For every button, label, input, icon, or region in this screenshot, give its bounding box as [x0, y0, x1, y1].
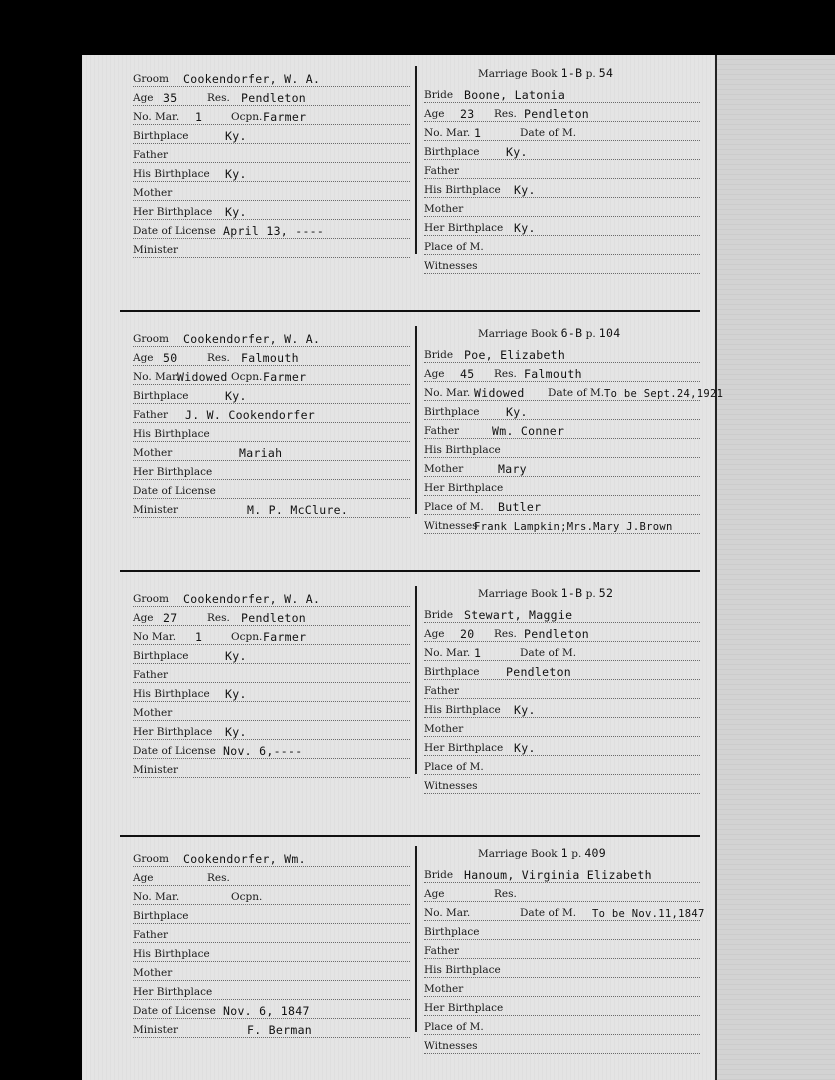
groom-ocpn-value: Farmer	[263, 630, 307, 644]
groom-field-row	[133, 607, 410, 626]
date-of-m-label: Date of M.	[548, 387, 605, 399]
groom-name-value: Cookendorfer, W. A.	[183, 592, 321, 606]
no-mar-label: No. Mar.	[133, 371, 180, 383]
age-label: Age	[424, 888, 445, 900]
birthplace-label: Birthplace	[424, 406, 480, 418]
groom-field-row	[133, 867, 410, 886]
bride-label: Bride	[424, 89, 454, 101]
bride-field-row	[424, 217, 700, 236]
no-mar-label: No. Mar.	[424, 907, 471, 919]
groom-age-value: 27	[163, 611, 178, 625]
groom-field-row	[133, 683, 410, 702]
scan-left-border	[0, 55, 82, 1080]
groom-age-value: 35	[163, 91, 178, 105]
res-label: Res.	[494, 888, 517, 900]
no-mar-label: No Mar.	[133, 631, 177, 643]
bride-age-value: 45	[460, 367, 475, 381]
birthplace-label: Birthplace	[424, 666, 480, 678]
groom-field-row	[133, 87, 410, 106]
bride-field-row	[424, 883, 700, 902]
groom-res-value: Pendleton	[241, 91, 307, 105]
bride-his-birthplace-value: Ky.	[514, 703, 536, 717]
bride-field-row	[424, 864, 700, 883]
bride-field-row	[424, 141, 700, 160]
groom-field-row	[133, 480, 410, 499]
bride-field-row	[424, 978, 700, 997]
date-of-m-label: Date of M.	[520, 907, 577, 919]
bride-label: Bride	[424, 869, 454, 881]
birthplace-label: Birthplace	[133, 130, 189, 142]
date-of-license-label: Date of License	[133, 225, 216, 237]
his-birthplace-label: His Birthplace	[133, 688, 210, 700]
bride-field-row	[424, 921, 700, 940]
bride-field-row	[424, 604, 700, 623]
her-birthplace-label: Her Birthplace	[133, 466, 213, 478]
groom-her-birthplace-value: Ky.	[225, 205, 247, 219]
groom-field-row	[133, 981, 410, 1000]
groom-field-row	[133, 626, 410, 645]
marriage-book-header	[478, 326, 620, 342]
groom-field-row	[133, 499, 410, 518]
groom-her-birthplace-value: Ky.	[225, 725, 247, 739]
bride-field-row	[424, 255, 700, 274]
marriage-book-header	[478, 66, 613, 82]
groom-field-row	[133, 461, 410, 480]
age-label: Age	[133, 92, 154, 104]
bride-field-row	[424, 160, 700, 179]
her-birthplace-label: Her Birthplace	[133, 206, 213, 218]
record-separator	[120, 835, 700, 837]
groom-birthplace-value: Ky.	[225, 129, 247, 143]
father-label: Father	[424, 945, 460, 957]
no-mar-label: No. Mar.	[133, 891, 180, 903]
marriage-book-number: 1-B	[560, 66, 583, 80]
minister-label: Minister	[133, 1024, 179, 1036]
groom-field-row	[133, 220, 410, 239]
father-label: Father	[133, 929, 169, 941]
groom-field-row	[133, 423, 410, 442]
bride-father-value: Wm. Conner	[492, 424, 565, 438]
groom-field-row	[133, 163, 410, 182]
father-label: Father	[133, 149, 169, 161]
groom-field-row	[133, 645, 410, 664]
groom-ocpn-value: Farmer	[263, 110, 307, 124]
age-label: Age	[133, 612, 154, 624]
bride-field-row	[424, 737, 700, 756]
bride-field-row	[424, 344, 700, 363]
record-separator	[120, 310, 700, 312]
marriage-book-number: 1-B	[560, 586, 583, 600]
bride-place-of-m-value: Butler	[498, 500, 542, 514]
date-of-m-label: Date of M.	[520, 127, 577, 139]
birthplace-label: Birthplace	[133, 650, 189, 662]
res-label: Res.	[494, 368, 517, 380]
groom-minister-value: M. P. McClure.	[247, 503, 349, 517]
marriage-book-label: Marriage Book	[478, 68, 558, 80]
bride-field-row	[424, 699, 700, 718]
groom-field-row	[133, 385, 410, 404]
mother-label: Mother	[133, 447, 173, 459]
age-label: Age	[424, 628, 445, 640]
groom-name-value: Cookendorfer, Wm.	[183, 852, 306, 866]
bride-her-birthplace-value: Ky.	[514, 741, 536, 755]
bride-field-row	[424, 401, 700, 420]
bride-field-row	[424, 959, 700, 978]
res-label: Res.	[207, 352, 230, 364]
groom-field-row	[133, 347, 410, 366]
bride-res-value: Pendleton	[524, 627, 590, 641]
record-separator	[120, 570, 700, 572]
bride-name-value: Stewart, Maggie	[464, 608, 573, 622]
bride-birthplace-value: Pendleton	[506, 665, 572, 679]
marriage-book-number: 6-B	[560, 326, 583, 340]
bride-field-row	[424, 940, 700, 959]
groom-field-row	[133, 848, 410, 867]
minister-label: Minister	[133, 244, 179, 256]
mother-label: Mother	[133, 967, 173, 979]
bride-field-row	[424, 420, 700, 439]
bride-field-row	[424, 439, 700, 458]
bride-field-row	[424, 382, 724, 401]
column-divider	[415, 326, 417, 514]
birthplace-label: Birthplace	[424, 146, 480, 158]
bride-her-birthplace-value: Ky.	[514, 221, 536, 235]
marriage-book-label: Marriage Book	[478, 848, 558, 860]
bride-date-of-m-value: To be Nov.11,1847	[592, 908, 705, 920]
res-label: Res.	[207, 872, 230, 884]
adjacent-page-margin	[716, 55, 835, 1080]
groom-date-of-license-value: April 13, ----	[223, 224, 325, 238]
age-label: Age	[133, 872, 154, 884]
groom-field-row	[133, 366, 410, 385]
scan-top-border	[0, 0, 835, 55]
groom-no-mar-value: 1	[195, 110, 203, 124]
bride-field-row	[424, 1016, 700, 1035]
groom-field-row	[133, 962, 410, 981]
groom-field-row	[133, 943, 410, 962]
father-label: Father	[424, 165, 460, 177]
his-birthplace-label: His Birthplace	[133, 168, 210, 180]
mother-label: Mother	[424, 463, 464, 475]
groom-birthplace-value: Ky.	[225, 649, 247, 663]
birthplace-label: Birthplace	[133, 910, 189, 922]
column-divider	[415, 846, 417, 1032]
groom-no-mar-value: 1	[195, 630, 203, 644]
bride-name-value: Poe, Elizabeth	[464, 348, 566, 362]
minister-label: Minister	[133, 504, 179, 516]
witnesses-label: Witnesses	[424, 260, 478, 272]
his-birthplace-label: His Birthplace	[424, 704, 501, 716]
bride-age-value: 23	[460, 107, 475, 121]
age-label: Age	[133, 352, 154, 364]
groom-field-row	[133, 182, 410, 201]
bride-date-of-m-value: To be Sept.24,1921	[604, 388, 724, 400]
mother-label: Mother	[133, 187, 173, 199]
marriage-book-page: 104	[598, 326, 621, 340]
bride-name-value: Boone, Latonia	[464, 88, 566, 102]
bride-field-row	[424, 198, 700, 217]
his-birthplace-label: His Birthplace	[424, 964, 501, 976]
father-label: Father	[424, 685, 460, 697]
bride-age-value: 20	[460, 627, 475, 641]
bride-res-value: Pendleton	[524, 107, 590, 121]
res-label: Res.	[494, 108, 517, 120]
date-of-license-label: Date of License	[133, 485, 216, 497]
groom-field-row	[133, 404, 410, 423]
groom-field-row	[133, 664, 410, 683]
place-of-m-label: Place of M.	[424, 241, 484, 253]
groom-father-value: J. W. Cookendorfer	[185, 408, 316, 422]
marriage-book-page: 54	[598, 66, 614, 80]
bride-field-row	[424, 515, 700, 534]
groom-field-row	[133, 239, 410, 258]
bride-witnesses-value: Frank Lampkin;Mrs.Mary J.Brown	[474, 521, 673, 533]
minister-label: Minister	[133, 764, 179, 776]
page-prefix: p.	[582, 328, 596, 340]
bride-his-birthplace-value: Ky.	[514, 183, 536, 197]
groom-ocpn-value: Farmer	[263, 370, 307, 384]
her-birthplace-label: Her Birthplace	[424, 222, 504, 234]
bride-field-row	[424, 997, 700, 1016]
groom-his-birthplace-value: Ky.	[225, 687, 247, 701]
groom-field-row	[133, 1000, 410, 1019]
no-mar-label: No. Mar.	[424, 127, 471, 139]
her-birthplace-label: Her Birthplace	[424, 482, 504, 494]
marriage-book-label: Marriage Book	[478, 328, 558, 340]
ocpn-label: Ocpn.	[231, 631, 263, 643]
groom-res-value: Pendleton	[241, 611, 307, 625]
his-birthplace-label: His Birthplace	[133, 428, 210, 440]
groom-name-value: Cookendorfer, W. A.	[183, 332, 321, 346]
page-prefix: p.	[582, 68, 596, 80]
groom-date-of-license-value: Nov. 6,----	[223, 744, 303, 758]
age-label: Age	[424, 368, 445, 380]
bride-field-row	[424, 363, 700, 382]
column-divider	[415, 66, 417, 254]
bride-birthplace-value: Ky.	[506, 405, 528, 419]
groom-age-value: 50	[163, 351, 178, 365]
marriage-book-page: 409	[584, 846, 606, 860]
groom-field-row	[133, 702, 410, 721]
page-edge	[715, 55, 717, 1080]
res-label: Res.	[207, 92, 230, 104]
no-mar-label: No. Mar.	[424, 387, 471, 399]
groom-date-of-license-value: Nov. 6, 1847	[223, 1004, 310, 1018]
bride-label: Bride	[424, 609, 454, 621]
mother-label: Mother	[424, 203, 464, 215]
bride-birthplace-value: Ky.	[506, 145, 528, 159]
groom-label: Groom	[133, 593, 170, 605]
marriage-book-header	[478, 586, 613, 602]
witnesses-label: Witnesses	[424, 520, 478, 532]
bride-mother-value: Mary	[498, 462, 527, 476]
witnesses-label: Witnesses	[424, 1040, 478, 1052]
groom-field-row	[133, 721, 410, 740]
groom-field-row	[133, 905, 410, 924]
bride-field-row	[424, 902, 705, 921]
groom-field-row	[133, 442, 410, 461]
bride-name-value: Hanoum, Virginia Elizabeth	[464, 868, 652, 882]
bride-field-row	[424, 1035, 700, 1054]
page-prefix: p.	[582, 588, 596, 600]
marriage-book-page: 52	[598, 586, 614, 600]
age-label: Age	[424, 108, 445, 120]
date-of-license-label: Date of License	[133, 1005, 216, 1017]
bride-field-row	[424, 477, 700, 496]
groom-field-row	[133, 924, 410, 943]
column-divider	[415, 586, 417, 774]
bride-field-row	[424, 680, 700, 699]
marriage-book-header	[478, 846, 606, 862]
no-mar-label: No. Mar.	[133, 111, 180, 123]
her-birthplace-label: Her Birthplace	[424, 742, 504, 754]
groom-label: Groom	[133, 333, 170, 345]
groom-field-row	[133, 106, 410, 125]
groom-label: Groom	[133, 853, 170, 865]
date-of-m-label: Date of M.	[520, 647, 577, 659]
father-label: Father	[133, 669, 169, 681]
groom-res-value: Falmouth	[241, 351, 299, 365]
mother-label: Mother	[133, 707, 173, 719]
bride-field-row	[424, 84, 700, 103]
her-birthplace-label: Her Birthplace	[424, 1002, 504, 1014]
ocpn-label: Ocpn.	[231, 111, 263, 123]
bride-field-row	[424, 179, 700, 198]
groom-field-row	[133, 886, 410, 905]
groom-field-row	[133, 125, 410, 144]
groom-field-row	[133, 740, 410, 759]
groom-label: Groom	[133, 73, 170, 85]
father-label: Father	[133, 409, 169, 421]
mother-label: Mother	[424, 983, 464, 995]
her-birthplace-label: Her Birthplace	[133, 986, 213, 998]
groom-field-row	[133, 1019, 410, 1038]
groom-no-mar-value: Widowed	[177, 370, 228, 384]
groom-field-row	[133, 201, 410, 220]
groom-field-row	[133, 144, 410, 163]
bride-res-value: Falmouth	[524, 367, 582, 381]
groom-mother-value: Mariah	[239, 446, 283, 460]
bride-no-mar-value: 1	[474, 646, 482, 660]
witnesses-label: Witnesses	[424, 780, 478, 792]
place-of-m-label: Place of M.	[424, 501, 484, 513]
marriage-book-number: 1	[560, 846, 568, 860]
date-of-license-label: Date of License	[133, 745, 216, 757]
groom-his-birthplace-value: Ky.	[225, 167, 247, 181]
groom-field-row	[133, 588, 410, 607]
ocpn-label: Ocpn.	[231, 891, 263, 903]
marriage-book-label: Marriage Book	[478, 588, 558, 600]
his-birthplace-label: His Birthplace	[133, 948, 210, 960]
place-of-m-label: Place of M.	[424, 1021, 484, 1033]
groom-minister-value: F. Berman	[247, 1023, 313, 1037]
groom-field-row	[133, 759, 410, 778]
bride-field-row	[424, 756, 700, 775]
groom-birthplace-value: Ky.	[225, 389, 247, 403]
res-label: Res.	[494, 628, 517, 640]
birthplace-label: Birthplace	[424, 926, 480, 938]
bride-field-row	[424, 458, 700, 477]
place-of-m-label: Place of M.	[424, 761, 484, 773]
his-birthplace-label: His Birthplace	[424, 184, 501, 196]
bride-field-row	[424, 623, 700, 642]
father-label: Father	[424, 425, 460, 437]
groom-name-value: Cookendorfer, W. A.	[183, 72, 321, 86]
mother-label: Mother	[424, 723, 464, 735]
bride-field-row	[424, 718, 700, 737]
ocpn-label: Ocpn.	[231, 371, 263, 383]
no-mar-label: No. Mar.	[424, 647, 471, 659]
groom-field-row	[133, 328, 410, 347]
her-birthplace-label: Her Birthplace	[133, 726, 213, 738]
page-prefix: p.	[567, 848, 582, 860]
bride-field-row	[424, 496, 700, 515]
bride-field-row	[424, 775, 700, 794]
res-label: Res.	[207, 612, 230, 624]
bride-field-row	[424, 122, 700, 141]
birthplace-label: Birthplace	[133, 390, 189, 402]
bride-no-mar-value: 1	[474, 126, 482, 140]
bride-label: Bride	[424, 349, 454, 361]
bride-field-row	[424, 661, 700, 680]
bride-no-mar-value: Widowed	[474, 386, 525, 400]
his-birthplace-label: His Birthplace	[424, 444, 501, 456]
bride-field-row	[424, 642, 700, 661]
groom-field-row	[133, 68, 410, 87]
bride-field-row	[424, 236, 700, 255]
bride-field-row	[424, 103, 700, 122]
